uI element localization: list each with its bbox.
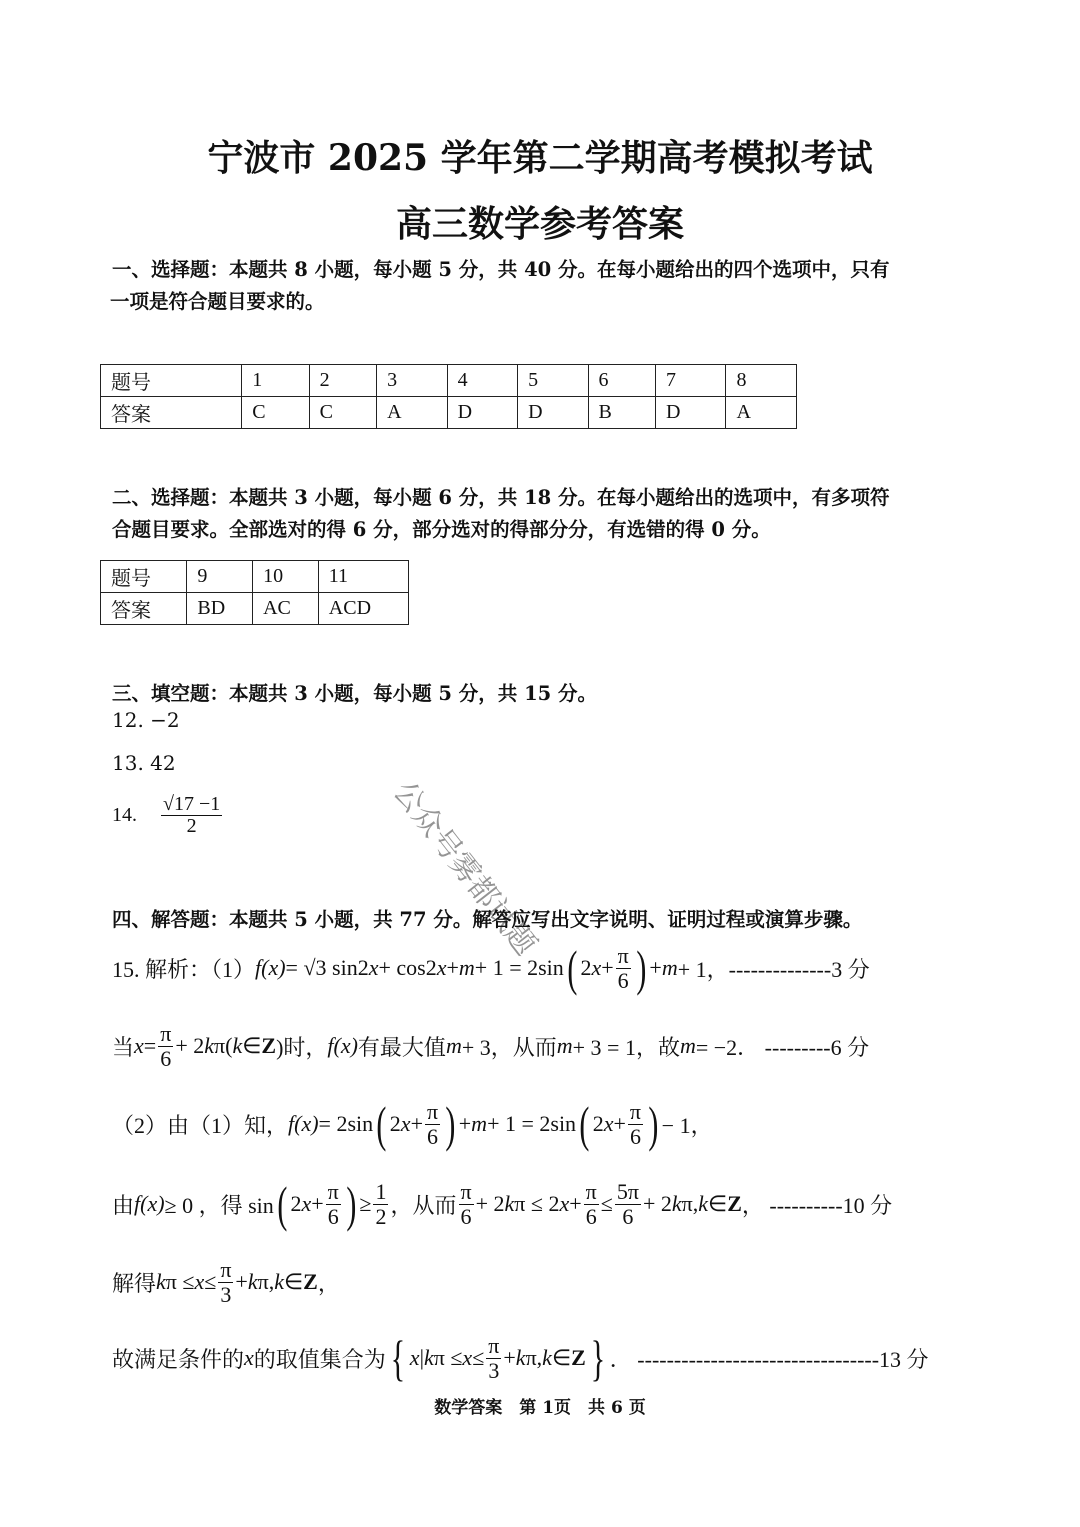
math-text: x <box>368 955 379 980</box>
paren-content <box>410 1334 586 1381</box>
math-text: 的取值集合为 <box>253 1346 386 1372</box>
math-text: π ≤ 2 <box>514 1191 560 1216</box>
question-number-cell: 2 <box>309 365 376 397</box>
math-text: | <box>419 1345 424 1370</box>
fraction <box>459 1180 474 1227</box>
section4-heading: 四、解答题：本题共 5 小题，共 77 分。解答应写出文字说明、证明过程或演算步骤。 <box>112 908 863 931</box>
right-paren: ) <box>648 1096 659 1152</box>
math-text: k <box>274 1269 284 1294</box>
math-text: x <box>409 1345 420 1370</box>
math-text: + 2 <box>642 1191 672 1216</box>
math-text: x <box>244 1345 254 1370</box>
solution-line <box>112 1330 929 1386</box>
fraction <box>615 1180 641 1227</box>
fraction-denominator: 2 <box>375 1203 387 1229</box>
math-text: + 1 = 2sin <box>474 955 564 980</box>
fraction-denominator: 3 <box>220 1281 232 1307</box>
page-footer: 数学答案 第 1页 共 6 页 <box>434 1398 646 1418</box>
math-text: 故满足条件的 <box>112 1346 245 1372</box>
fraction-denominator: 6 <box>427 1123 439 1149</box>
math-text: + <box>458 1111 472 1136</box>
math-text: x <box>462 1345 473 1370</box>
document-subtitle: 高三数学参考答案 <box>395 203 684 245</box>
math-text: Z <box>261 1033 277 1058</box>
math-text: --------------3 分 <box>728 956 870 982</box>
fraction-denominator: 6 <box>327 1203 339 1229</box>
math-text: f(x) <box>255 955 286 980</box>
answer-table-1 <box>100 364 797 429</box>
table-header-cell: 题号 <box>101 561 187 593</box>
math-text: + <box>649 955 662 980</box>
parentheses <box>373 1096 459 1152</box>
math-text: π, <box>525 1345 543 1370</box>
math-text: ． ---------------------------------13 分 <box>609 1346 929 1372</box>
math-text: + <box>446 955 459 980</box>
paren-content <box>290 1180 342 1227</box>
solution-line <box>112 1254 340 1310</box>
question-number-cell: 5 <box>518 365 588 397</box>
answer-cell: B <box>588 397 655 429</box>
fraction-numerator: 1 <box>375 1179 387 1205</box>
fraction-numerator: π <box>585 1179 597 1205</box>
math-text: Z <box>727 1191 742 1216</box>
parentheses <box>274 1176 360 1232</box>
answer-12: 12. −2 <box>112 708 180 732</box>
answer-cell: D <box>518 397 588 429</box>
math-text: ∈ <box>551 1345 572 1370</box>
math-text: k <box>542 1345 552 1370</box>
math-text: 2 <box>290 1191 302 1216</box>
set-braces <box>386 1330 610 1386</box>
fraction-numerator: π <box>617 943 629 969</box>
math-text: ≤ <box>600 1191 613 1216</box>
math-text: + 3 = 1，故 <box>572 1034 680 1060</box>
math-text: 2 <box>592 1111 604 1136</box>
answer-cell: C <box>242 397 309 429</box>
question-number-cell: 7 <box>655 365 725 397</box>
answer-cell: BD <box>187 593 253 625</box>
math-text: π, <box>257 1269 275 1294</box>
math-text: k <box>671 1191 682 1216</box>
fraction-denominator: 6 <box>622 1203 634 1229</box>
math-text: k <box>247 1269 258 1294</box>
fraction <box>158 1022 173 1069</box>
question-number-cell: 6 <box>588 365 655 397</box>
fraction <box>628 1100 643 1147</box>
math-text: ≤ <box>204 1269 217 1294</box>
fraction <box>584 1180 599 1227</box>
left-paren: ( <box>376 1096 387 1152</box>
answer-cell: C <box>309 397 376 429</box>
math-text: x <box>559 1191 570 1216</box>
fraction-numerator: π <box>426 1099 439 1125</box>
answer-table-2 <box>100 560 409 625</box>
watermark: 公众号雾都试题 <box>386 774 543 962</box>
math-text: π, <box>681 1191 699 1216</box>
parentheses <box>564 940 650 996</box>
math-text: m <box>679 1033 696 1058</box>
math-text: + 1 = 2sin <box>487 1111 577 1136</box>
math-text: + <box>311 1191 324 1216</box>
math-text: 当 <box>112 1034 135 1060</box>
solution-line <box>112 1176 892 1232</box>
right-paren: ) <box>636 940 647 996</box>
math-text: k <box>156 1269 166 1294</box>
math-text: + <box>601 955 614 980</box>
math-text: 有最大值 <box>357 1034 446 1060</box>
math-text: Z <box>303 1269 318 1294</box>
math-text: k <box>232 1033 243 1058</box>
math-text: = <box>143 1033 157 1058</box>
answer-cell: D <box>655 397 725 429</box>
math-text: k <box>423 1345 434 1370</box>
section2-heading-cont: 合题目要求。全部选对的得 6 分，部分选对的得部分分，有选错的得 0 分。 <box>112 518 771 541</box>
math-text: k <box>698 1191 709 1216</box>
fraction-numerator: π <box>629 1099 642 1125</box>
fraction-numerator: 5π <box>616 1179 639 1205</box>
math-text: x <box>591 955 602 980</box>
math-text: m <box>661 955 678 980</box>
math-text: π ≤ <box>165 1269 195 1294</box>
solution-line <box>112 1018 869 1074</box>
table-header-cell: 答案 <box>101 593 187 625</box>
math-text: ∈ <box>708 1191 728 1216</box>
left-paren: ( <box>579 1096 590 1152</box>
right-paren: ) <box>445 1096 456 1152</box>
fraction <box>373 1180 388 1227</box>
math-text: m <box>458 955 475 980</box>
math-text: + <box>235 1269 248 1294</box>
math-text: ∈ <box>283 1269 304 1294</box>
math-text: π ≤ <box>433 1345 463 1370</box>
math-text: m <box>445 1033 462 1058</box>
fraction-numerator: π <box>460 1179 472 1205</box>
fraction-numerator: π <box>220 1257 232 1283</box>
fraction-numerator: π <box>327 1179 339 1205</box>
left-brace: { <box>390 1330 405 1386</box>
math-text: x <box>194 1269 205 1294</box>
math-text: − 1， <box>661 1112 713 1138</box>
fraction-numerator: π <box>160 1021 172 1047</box>
math-text: + 2 <box>475 1191 505 1216</box>
paren-content <box>390 1100 442 1147</box>
math-text: k <box>204 1033 214 1058</box>
fraction-denominator: 6 <box>460 1203 472 1229</box>
fraction-denominator: 3 <box>488 1357 500 1383</box>
left-paren: ( <box>277 1176 288 1232</box>
question-number-cell: 10 <box>253 561 319 593</box>
math-text: ，从而 <box>390 1192 457 1218</box>
math-text: f(x) <box>134 1191 165 1216</box>
question-number-cell: 3 <box>377 365 447 397</box>
fraction-denominator: 2 <box>186 815 197 837</box>
math-text: f(x) <box>327 1033 358 1058</box>
math-text: ， <box>317 1270 340 1296</box>
table-header-cell: 答案 <box>101 397 242 429</box>
answer-cell: A <box>726 397 797 429</box>
answer-cell: AC <box>253 593 319 625</box>
math-text: 15. 解析：（1） <box>112 956 256 982</box>
answer-13: 13. 42 <box>112 751 176 775</box>
fraction <box>326 1180 341 1227</box>
math-text: k <box>515 1345 526 1370</box>
parentheses <box>576 1096 662 1152</box>
math-text: + <box>569 1191 582 1216</box>
section2-heading: 二、选择题：本题共 3 小题，每小题 6 分，共 18 分。在每小题给出的选项中，有多项符 <box>112 486 890 509</box>
question-number-cell: 8 <box>726 365 797 397</box>
math-text: x <box>603 1111 614 1136</box>
question-number-cell: 11 <box>318 561 408 593</box>
fraction-denominator: 6 <box>585 1203 597 1229</box>
answer-cell: ACD <box>318 593 408 625</box>
answer-cell: A <box>377 397 447 429</box>
math-text: + <box>503 1345 516 1370</box>
right-brace: } <box>590 1330 605 1386</box>
math-text: （2）由（1）知， <box>112 1112 289 1138</box>
math-text: ≥ 0 ，得 sin <box>164 1192 274 1218</box>
fraction <box>218 1258 233 1305</box>
math-text: + <box>613 1111 626 1136</box>
fraction-denominator: 6 <box>617 967 629 993</box>
math-text: x <box>436 955 447 980</box>
math-text: = 2sin <box>318 1111 374 1136</box>
math-text: x <box>301 1191 312 1216</box>
fraction-denominator: 6 <box>629 1123 641 1149</box>
math-text: Z <box>571 1345 586 1370</box>
solution-line <box>112 940 870 996</box>
math-text: ， ----------10 分 <box>741 1192 893 1218</box>
math-text: f(x) <box>288 1111 319 1136</box>
math-text: + 2 <box>175 1033 205 1058</box>
math-text: + <box>410 1111 423 1136</box>
fraction <box>616 944 631 991</box>
math-text: ∈ <box>242 1033 262 1058</box>
math-text: = −2． ---------6 分 <box>695 1034 870 1060</box>
section3-heading: 三、填空题：本题共 3 小题，每小题 5 分，共 15 分。 <box>112 682 598 705</box>
paren-content <box>593 1100 645 1147</box>
math-text: m <box>556 1033 573 1058</box>
fraction <box>161 794 222 837</box>
math-text: 解得 <box>112 1270 157 1296</box>
math-text: + 1， <box>677 956 729 982</box>
fraction-numerator: π <box>488 1333 500 1359</box>
math-text: ≤ <box>472 1345 485 1370</box>
math-text: 由 <box>112 1192 135 1218</box>
question-number-cell: 9 <box>187 561 253 593</box>
math-text: + cos2 <box>378 955 437 980</box>
math-text: x <box>134 1033 144 1058</box>
math-text: k <box>504 1191 515 1216</box>
document-title: 宁波市 2025 学年第二学期高考模拟考试 <box>207 137 873 179</box>
question-number-cell: 1 <box>242 365 309 397</box>
math-text: )时， <box>276 1034 328 1060</box>
answer-14 <box>112 794 224 837</box>
fraction <box>425 1100 440 1147</box>
fraction-numerator: √17 −1 <box>163 793 221 815</box>
question-number-cell: 4 <box>447 365 517 397</box>
answer-cell: D <box>447 397 517 429</box>
math-text: m <box>471 1111 488 1136</box>
solution-line <box>112 1096 713 1152</box>
math-text: + 3，从而 <box>461 1034 557 1060</box>
math-text: x <box>400 1111 411 1136</box>
fraction-denominator: 6 <box>160 1045 172 1071</box>
fraction <box>486 1334 501 1381</box>
answer-14-label: 14. <box>112 804 137 826</box>
table-header-cell: 题号 <box>101 365 242 397</box>
math-text: 2 <box>580 955 592 980</box>
section1-heading-cont: 一项是符合题目要求的。 <box>110 290 325 313</box>
math-text: ≥ <box>359 1191 372 1216</box>
section1-heading: 一、选择题：本题共 8 小题，每小题 5 分，共 40 分。在每小题给出的四个选项中，只有 <box>112 258 890 281</box>
math-text: π( <box>214 1033 233 1058</box>
math-text: 2 <box>389 1111 401 1136</box>
paren-content <box>580 944 632 991</box>
left-paren: ( <box>567 940 578 996</box>
right-paren: ) <box>346 1176 357 1232</box>
math-text: = √3 sin2 <box>285 955 369 980</box>
